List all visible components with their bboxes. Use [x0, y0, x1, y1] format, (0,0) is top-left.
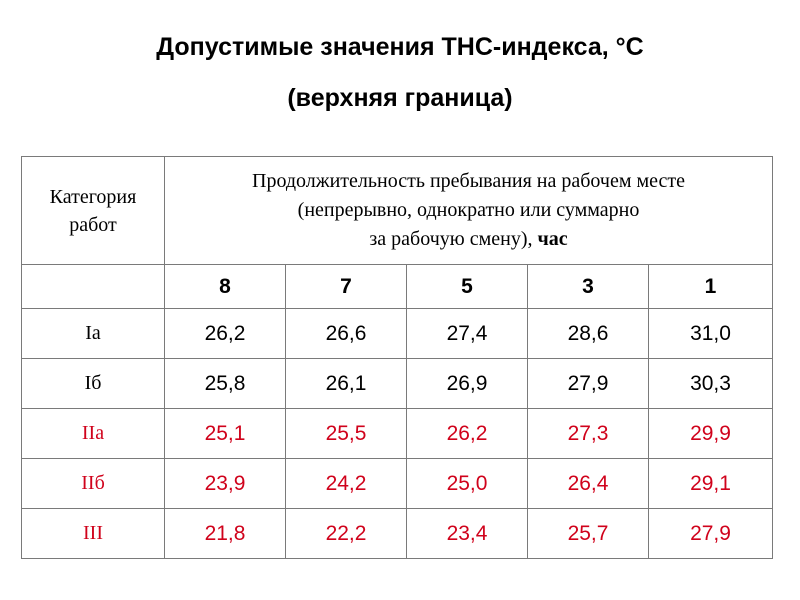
- value-cell: 29,9: [649, 409, 773, 459]
- value-cell: 27,3: [528, 409, 649, 459]
- table-row: [22, 509, 773, 559]
- value-cell: 25,8: [165, 359, 286, 409]
- value-cell: 22,2: [286, 509, 407, 559]
- value-cell: 23,9: [165, 459, 286, 509]
- category-cell: IIб: [22, 459, 165, 509]
- value-cell: 26,6: [286, 309, 407, 359]
- duration-header-line2: (непрерывно, однократно или суммарно: [297, 199, 640, 221]
- category-cell: Ia: [22, 309, 165, 359]
- value-cell: 25,0: [407, 459, 528, 509]
- value-cell: 26,2: [407, 409, 528, 459]
- page-subtitle: (верхняя граница): [287, 84, 513, 112]
- duration-header-line1: Продолжительность пребывания на рабочем месте: [252, 170, 686, 192]
- value-cell: 23,4: [407, 509, 528, 559]
- table-row: [22, 409, 773, 459]
- hours-cell: 3: [528, 265, 649, 309]
- page-title: Допустимые значения ТНС-индекса, °С: [156, 33, 644, 61]
- value-cell: 29,1: [649, 459, 773, 509]
- hours-row-empty-cell: [22, 265, 165, 309]
- value-cell: 25,5: [286, 409, 407, 459]
- duration-unit: час: [537, 228, 568, 250]
- table-row: [22, 359, 773, 409]
- value-cell: 26,2: [165, 309, 286, 359]
- value-cell: 25,1: [165, 409, 286, 459]
- value-cell: 28,6: [528, 309, 649, 359]
- value-cell: 27,9: [528, 359, 649, 409]
- value-cell: 27,9: [649, 509, 773, 559]
- hours-cell: 8: [165, 265, 286, 309]
- duration-header: [165, 157, 773, 265]
- value-cell: 25,7: [528, 509, 649, 559]
- category-header-line1: Категория: [49, 185, 137, 208]
- value-cell: 21,8: [165, 509, 286, 559]
- table-row: [22, 459, 773, 509]
- value-cell: 30,3: [649, 359, 773, 409]
- category-header: [22, 157, 165, 265]
- hours-cell: 7: [286, 265, 407, 309]
- value-cell: 26,4: [528, 459, 649, 509]
- value-cell: 26,9: [407, 359, 528, 409]
- category-header-line2: работ: [69, 213, 117, 236]
- table-row: [22, 309, 773, 359]
- hours-cell: 5: [407, 265, 528, 309]
- hours-cell: 1: [649, 265, 773, 309]
- value-cell: 31,0: [649, 309, 773, 359]
- hours-row: [22, 265, 773, 309]
- value-cell: 24,2: [286, 459, 407, 509]
- duration-header-line3: [165, 225, 772, 254]
- value-cell: 27,4: [407, 309, 528, 359]
- table-header-row: [22, 157, 773, 265]
- tns-index-table: [21, 156, 773, 559]
- category-cell: Iб: [22, 359, 165, 409]
- category-cell: IIa: [22, 409, 165, 459]
- value-cell: 26,1: [286, 359, 407, 409]
- duration-header-line3-text: за рабочую смену),: [369, 228, 533, 250]
- category-cell: III: [22, 509, 165, 559]
